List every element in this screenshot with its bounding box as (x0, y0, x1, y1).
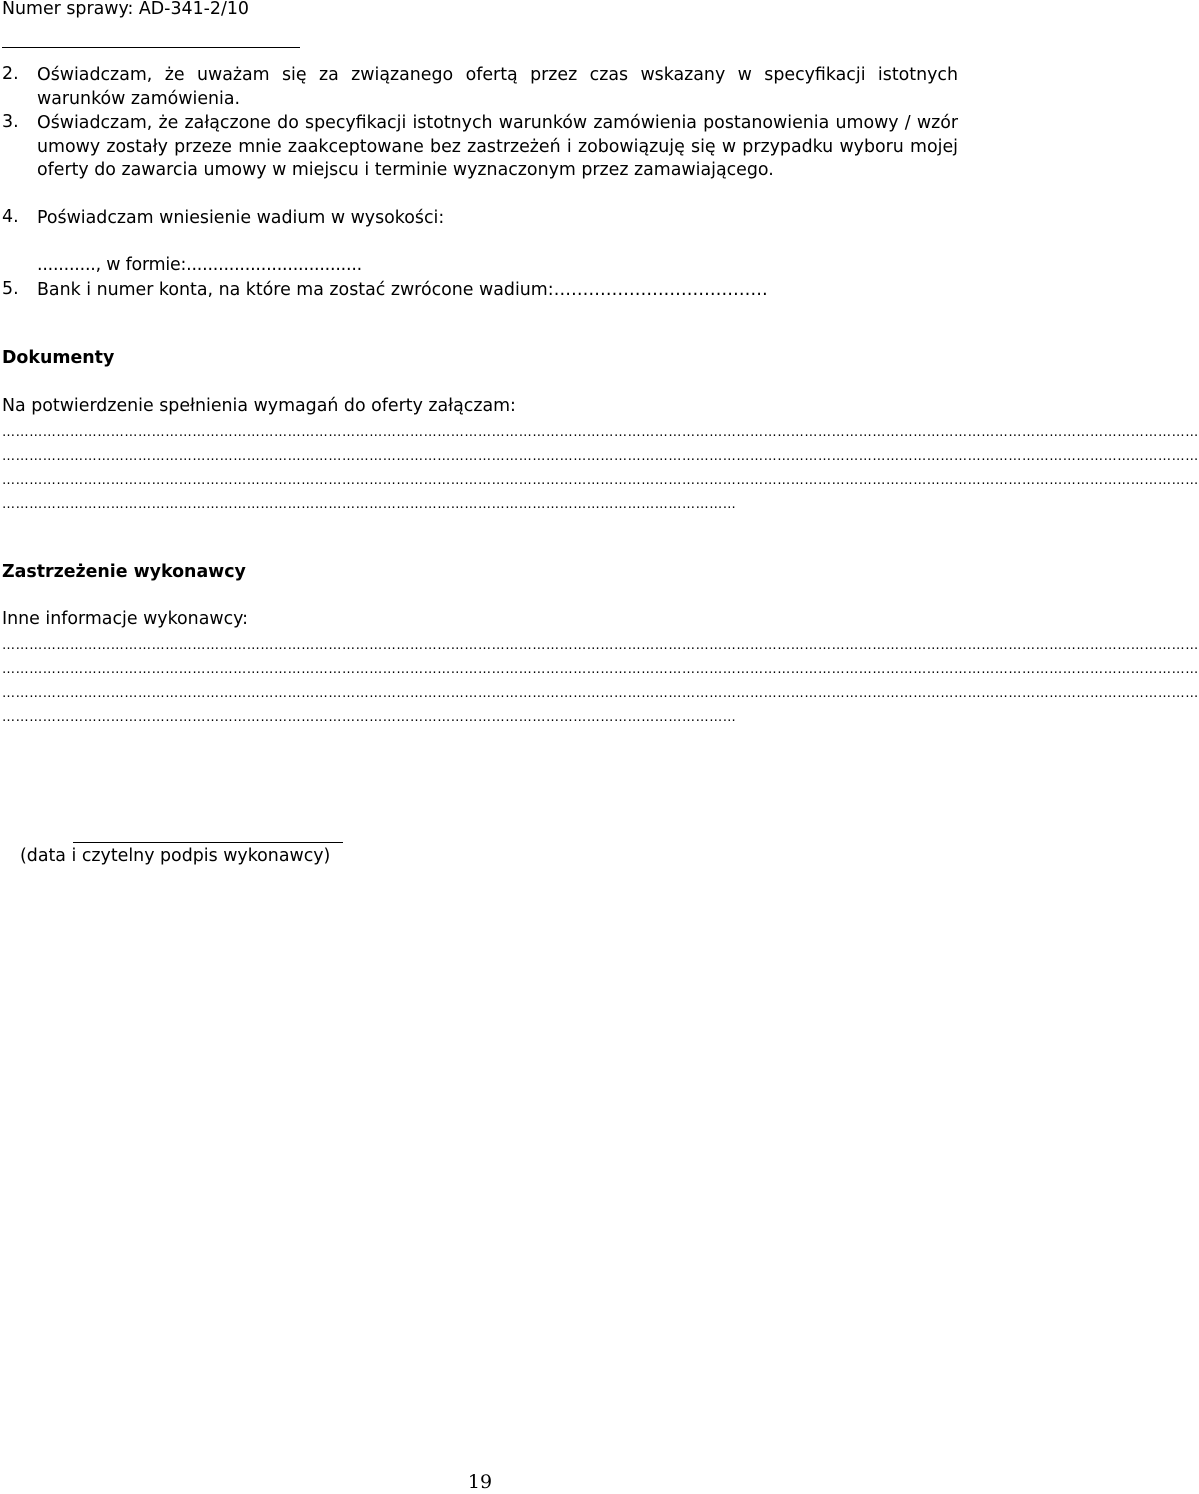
item-number: 5. (2, 279, 19, 299)
page-number: 19 (467, 1471, 493, 1493)
reservation-line: ………………………………………………………………………………………………………………………………………………………………………………………………………………………………………… (2, 638, 1199, 653)
item-number: 2. (2, 64, 19, 84)
reservation-line: ………………………………………………………………………………………………………………………………………………………………………………………………………………………………………… (2, 686, 1199, 701)
wadium-amount-line: ..........., w formie:................................. (37, 255, 362, 275)
documents-line: ……………………………………………………………………………………………………………………………………………… (2, 497, 737, 512)
case-number: Numer sprawy: AD-341-2/10 (2, 0, 249, 19)
documents-line: ………………………………………………………………………………………………………………………………………………………………………………………………………………………………………… (2, 425, 1199, 440)
item-number: 4. (2, 207, 19, 227)
documents-heading: Dokumenty (2, 348, 115, 368)
item-text: Oświadczam, że uważam się za związanego ofertą przez czas wskazany w specyfikacji istotnych warunków zamówienia. (37, 65, 958, 109)
signature-line (73, 842, 343, 843)
item-number: 3. (2, 112, 19, 132)
signature-caption: (data i czytelny podpis wykonawcy) (20, 846, 331, 866)
documents-line: ………………………………………………………………………………………………………………………………………………………………………………………………………………………………………… (2, 449, 1199, 464)
documents-line: ………………………………………………………………………………………………………………………………………………………………………………………………………………………………………… (2, 473, 1199, 488)
reservation-line: ………………………………………………………………………………………………………………………………………………………………………………………………………………………………………… (2, 662, 1199, 677)
item-text: Oświadczam, że załączone do specyfikacji istotnych warunków zamówienia postanowienia umowy / wzór umowy zostały przeze mnie zaakceptowane bez zastrzeżeń i zobowiązuję się w przypadku wyboru mojej oferty do zawarcia umowy w miejscu i terminie wyznaczonym przez zamawiającego. (37, 113, 958, 181)
reservation-line: ……………………………………………………………………………………………………………………………………………… (2, 710, 737, 725)
header-underline (2, 47, 300, 48)
reservation-intro: Inne informacje wykonawcy: (2, 609, 249, 629)
documents-intro: Na potwierdzenie spełnienia wymagań do oferty załączam: (2, 396, 516, 416)
item-text: Bank i numer konta, na które ma zostać zwrócone wadium:……………….……………… (37, 280, 768, 300)
item-text: Poświadczam wniesienie wadium w wysokości: (37, 208, 445, 228)
reservation-heading: Zastrzeżenie wykonawcy (2, 562, 246, 582)
